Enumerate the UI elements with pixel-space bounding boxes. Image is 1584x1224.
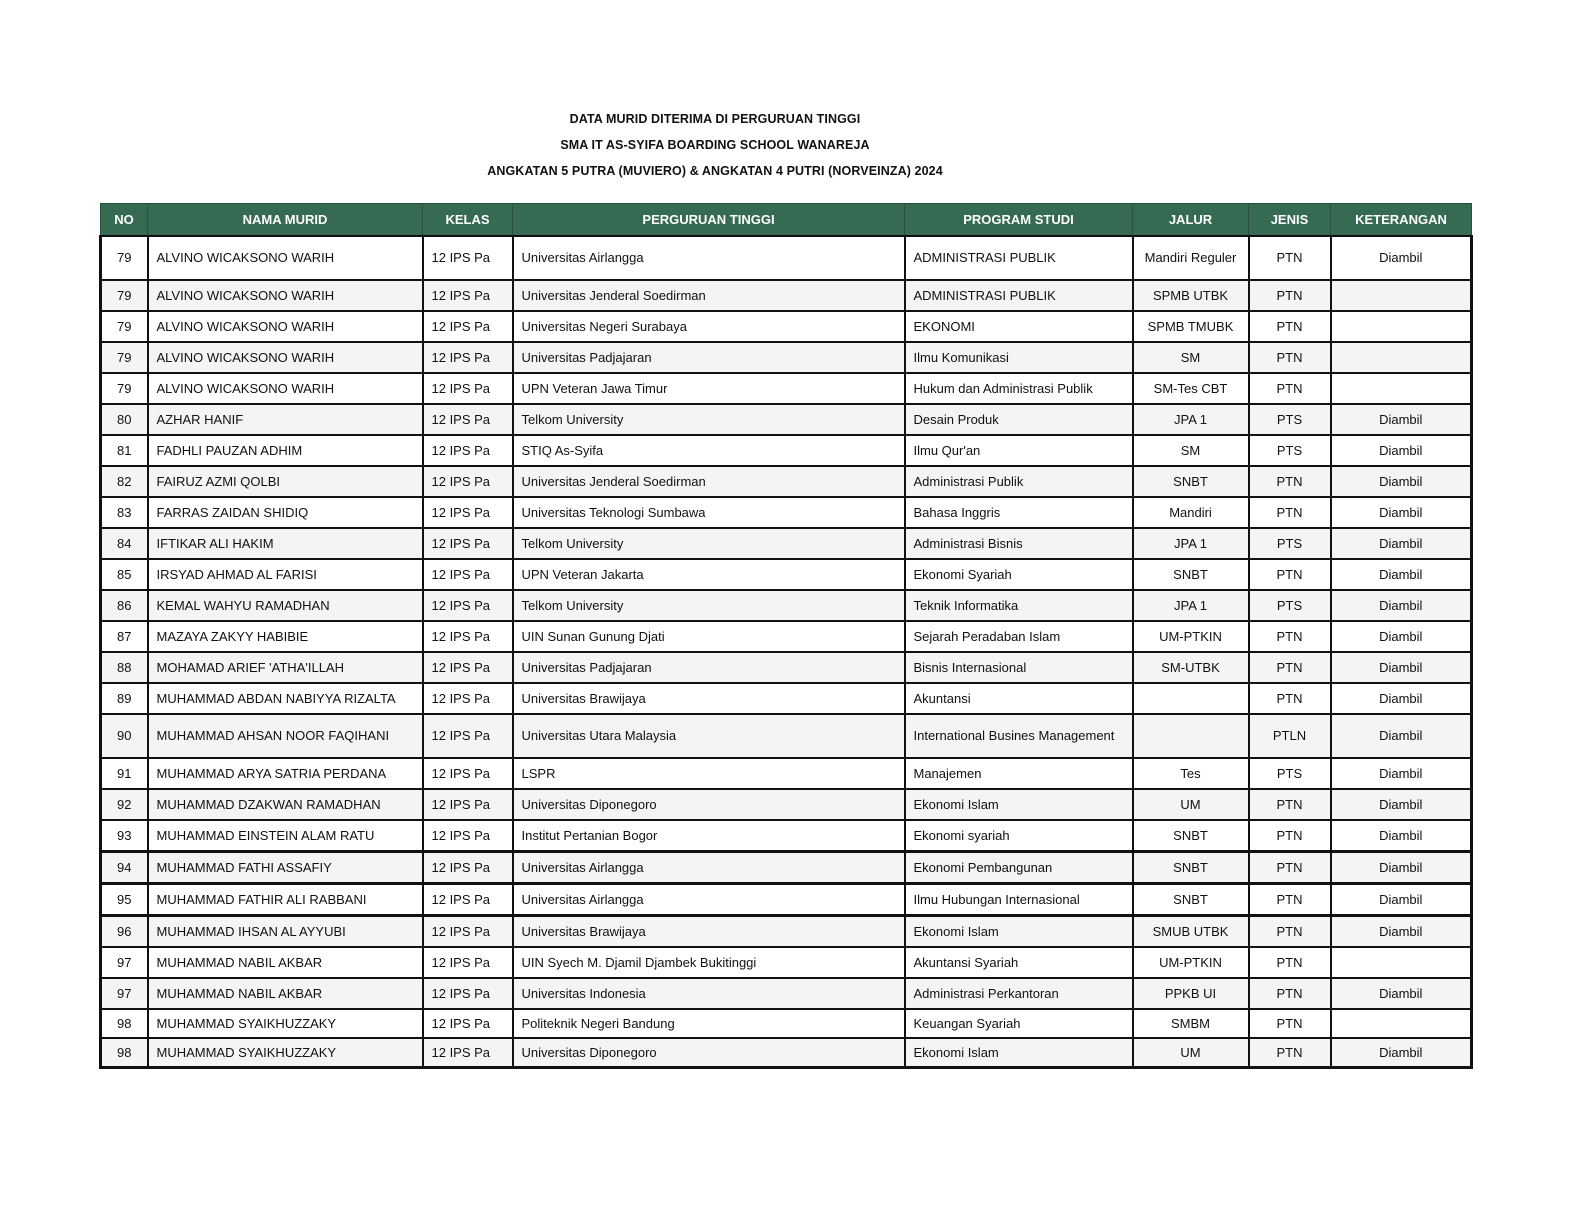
cell-program-studi: ADMINISTRASI PUBLIK bbox=[905, 236, 1133, 280]
cell-perguruan-tinggi: Universitas Airlangga bbox=[513, 884, 905, 916]
cell-nama: MUHAMMAD SYAIKHUZZAKY bbox=[148, 1038, 423, 1068]
table-row bbox=[101, 342, 1472, 373]
cell-jenis: PTN bbox=[1249, 1009, 1331, 1038]
table-row bbox=[101, 852, 1472, 884]
cell-jalur: JPA 1 bbox=[1133, 590, 1249, 621]
cell-jenis: PTN bbox=[1249, 559, 1331, 590]
cell-keterangan: Diambil bbox=[1331, 528, 1472, 559]
cell-no: 97 bbox=[101, 947, 148, 978]
cell-jalur: JPA 1 bbox=[1133, 404, 1249, 435]
cell-nama: MUHAMMAD IHSAN AL AYYUBI bbox=[148, 916, 423, 948]
cell-jenis: PTN bbox=[1249, 497, 1331, 528]
cell-perguruan-tinggi: Universitas Diponegoro bbox=[513, 1038, 905, 1068]
cell-keterangan: Diambil bbox=[1331, 758, 1472, 789]
cell-jalur: UM-PTKIN bbox=[1133, 947, 1249, 978]
cell-program-studi: Ekonomi Islam bbox=[905, 916, 1133, 948]
cell-jenis: PTN bbox=[1249, 652, 1331, 683]
cell-keterangan: Diambil bbox=[1331, 559, 1472, 590]
col-header-keterangan: KETERANGAN bbox=[1331, 204, 1472, 237]
cell-kelas: 12 IPS Pa bbox=[423, 621, 513, 652]
cell-no: 92 bbox=[101, 789, 148, 820]
cell-jenis: PTN bbox=[1249, 621, 1331, 652]
table-row bbox=[101, 236, 1472, 280]
cell-no: 93 bbox=[101, 820, 148, 852]
cell-jenis: PTN bbox=[1249, 342, 1331, 373]
col-header-kelas: KELAS bbox=[423, 204, 513, 237]
cell-perguruan-tinggi: LSPR bbox=[513, 758, 905, 789]
cell-nama: MUHAMMAD FATHIR ALI RABBANI bbox=[148, 884, 423, 916]
cell-kelas: 12 IPS Pa bbox=[423, 1009, 513, 1038]
cell-kelas: 12 IPS Pa bbox=[423, 559, 513, 590]
cell-jalur: SNBT bbox=[1133, 820, 1249, 852]
cell-perguruan-tinggi: UIN Syech M. Djamil Djambek Bukitinggi bbox=[513, 947, 905, 978]
cell-no: 79 bbox=[101, 342, 148, 373]
cell-keterangan: Diambil bbox=[1331, 978, 1472, 1009]
cell-perguruan-tinggi: Institut Pertanian Bogor bbox=[513, 820, 905, 852]
cell-jenis: PTN bbox=[1249, 852, 1331, 884]
cell-nama: MUHAMMAD NABIL AKBAR bbox=[148, 947, 423, 978]
col-header-nama: NAMA MURID bbox=[148, 204, 423, 237]
cell-jenis: PTS bbox=[1249, 435, 1331, 466]
table-row bbox=[101, 435, 1472, 466]
table-row bbox=[101, 789, 1472, 820]
col-header-jalur: JALUR bbox=[1133, 204, 1249, 237]
cell-keterangan: Diambil bbox=[1331, 621, 1472, 652]
cell-no: 90 bbox=[101, 714, 148, 758]
cell-kelas: 12 IPS Pa bbox=[423, 373, 513, 404]
table-row bbox=[101, 916, 1472, 948]
cell-jenis: PTN bbox=[1249, 466, 1331, 497]
cell-no: 89 bbox=[101, 683, 148, 714]
col-header-jenis: JENIS bbox=[1249, 204, 1331, 237]
cell-keterangan: Diambil bbox=[1331, 820, 1472, 852]
cell-program-studi: Manajemen bbox=[905, 758, 1133, 789]
cell-keterangan bbox=[1331, 280, 1472, 311]
title-line-1: DATA MURID DITERIMA DI PERGURUAN TINGGI bbox=[569, 112, 861, 126]
cell-jenis: PTS bbox=[1249, 528, 1331, 559]
cell-no: 86 bbox=[101, 590, 148, 621]
cell-program-studi: Administrasi Bisnis bbox=[905, 528, 1133, 559]
cell-kelas: 12 IPS Pa bbox=[423, 280, 513, 311]
cell-kelas: 12 IPS Pa bbox=[423, 683, 513, 714]
cell-program-studi: Akuntansi Syariah bbox=[905, 947, 1133, 978]
cell-no: 79 bbox=[101, 236, 148, 280]
cell-nama: MUHAMMAD SYAIKHUZZAKY bbox=[148, 1009, 423, 1038]
cell-perguruan-tinggi: Universitas Teknologi Sumbawa bbox=[513, 497, 905, 528]
cell-keterangan: Diambil bbox=[1331, 497, 1472, 528]
cell-kelas: 12 IPS Pa bbox=[423, 497, 513, 528]
cell-keterangan bbox=[1331, 947, 1472, 978]
cell-kelas: 12 IPS Pa bbox=[423, 852, 513, 884]
cell-perguruan-tinggi: Universitas Diponegoro bbox=[513, 789, 905, 820]
cell-jenis: PTN bbox=[1249, 947, 1331, 978]
cell-program-studi: Ekonomi syariah bbox=[905, 820, 1133, 852]
table-row bbox=[101, 373, 1472, 404]
cell-program-studi: ADMINISTRASI PUBLIK bbox=[905, 280, 1133, 311]
cell-kelas: 12 IPS Pa bbox=[423, 404, 513, 435]
cell-keterangan bbox=[1331, 373, 1472, 404]
table-row bbox=[101, 528, 1472, 559]
cell-kelas: 12 IPS Pa bbox=[423, 466, 513, 497]
table-row bbox=[101, 947, 1472, 978]
cell-no: 84 bbox=[101, 528, 148, 559]
cell-jalur: SNBT bbox=[1133, 852, 1249, 884]
cell-perguruan-tinggi: Universitas Jenderal Soedirman bbox=[513, 466, 905, 497]
cell-nama: IRSYAD AHMAD AL FARISI bbox=[148, 559, 423, 590]
table-row bbox=[101, 311, 1472, 342]
cell-jalur: SNBT bbox=[1133, 559, 1249, 590]
table-row bbox=[101, 978, 1472, 1009]
cell-nama: MUHAMMAD ABDAN NABIYYA RIZALTA bbox=[148, 683, 423, 714]
cell-perguruan-tinggi: Universitas Brawijaya bbox=[513, 916, 905, 948]
cell-jalur: SMBM bbox=[1133, 1009, 1249, 1038]
cell-keterangan bbox=[1331, 342, 1472, 373]
cell-perguruan-tinggi: Telkom University bbox=[513, 590, 905, 621]
cell-program-studi: Akuntansi bbox=[905, 683, 1133, 714]
cell-nama: ALVINO WICAKSONO WARIH bbox=[148, 236, 423, 280]
cell-kelas: 12 IPS Pa bbox=[423, 590, 513, 621]
cell-keterangan: Diambil bbox=[1331, 683, 1472, 714]
cell-no: 80 bbox=[101, 404, 148, 435]
cell-kelas: 12 IPS Pa bbox=[423, 311, 513, 342]
cell-perguruan-tinggi: Telkom University bbox=[513, 528, 905, 559]
cell-jalur: PPKB UI bbox=[1133, 978, 1249, 1009]
table-row bbox=[101, 1038, 1472, 1068]
cell-keterangan: Diambil bbox=[1331, 652, 1472, 683]
cell-jalur: SPMB TMUBK bbox=[1133, 311, 1249, 342]
cell-jalur: Mandiri bbox=[1133, 497, 1249, 528]
admissions-table bbox=[99, 203, 1473, 1069]
cell-jalur: UM bbox=[1133, 1038, 1249, 1068]
cell-jenis: PTN bbox=[1249, 1038, 1331, 1068]
cell-nama: MUHAMMAD ARYA SATRIA PERDANA bbox=[148, 758, 423, 789]
cell-perguruan-tinggi: Universitas Airlangga bbox=[513, 852, 905, 884]
cell-keterangan: Diambil bbox=[1331, 466, 1472, 497]
cell-nama: MOHAMAD ARIEF 'ATHA'ILLAH bbox=[148, 652, 423, 683]
cell-nama: MUHAMMAD DZAKWAN RAMADHAN bbox=[148, 789, 423, 820]
cell-no: 79 bbox=[101, 373, 148, 404]
cell-perguruan-tinggi: Politeknik Negeri Bandung bbox=[513, 1009, 905, 1038]
cell-jenis: PTS bbox=[1249, 590, 1331, 621]
cell-keterangan: Diambil bbox=[1331, 884, 1472, 916]
cell-keterangan: Diambil bbox=[1331, 435, 1472, 466]
cell-program-studi: Ilmu Komunikasi bbox=[905, 342, 1133, 373]
cell-jenis: PTS bbox=[1249, 404, 1331, 435]
cell-nama: ALVINO WICAKSONO WARIH bbox=[148, 280, 423, 311]
cell-jalur bbox=[1133, 683, 1249, 714]
cell-perguruan-tinggi: STIQ As-Syifa bbox=[513, 435, 905, 466]
table-row bbox=[101, 652, 1472, 683]
table-header-row bbox=[101, 204, 1472, 237]
cell-program-studi: Ekonomi Pembangunan bbox=[905, 852, 1133, 884]
cell-jenis: PTN bbox=[1249, 820, 1331, 852]
cell-keterangan: Diambil bbox=[1331, 236, 1472, 280]
cell-nama: ALVINO WICAKSONO WARIH bbox=[148, 342, 423, 373]
cell-nama: MUHAMMAD AHSAN NOOR FAQIHANI bbox=[148, 714, 423, 758]
cell-nama: FAIRUZ AZMI QOLBI bbox=[148, 466, 423, 497]
cell-keterangan: Diambil bbox=[1331, 852, 1472, 884]
cell-no: 81 bbox=[101, 435, 148, 466]
cell-jalur bbox=[1133, 714, 1249, 758]
cell-kelas: 12 IPS Pa bbox=[423, 884, 513, 916]
cell-kelas: 12 IPS Pa bbox=[423, 978, 513, 1009]
table-row bbox=[101, 404, 1472, 435]
cell-keterangan: Diambil bbox=[1331, 714, 1472, 758]
cell-kelas: 12 IPS Pa bbox=[423, 916, 513, 948]
cell-keterangan: Diambil bbox=[1331, 404, 1472, 435]
cell-jalur: UM-PTKIN bbox=[1133, 621, 1249, 652]
cell-perguruan-tinggi: UPN Veteran Jakarta bbox=[513, 559, 905, 590]
table-row bbox=[101, 621, 1472, 652]
cell-perguruan-tinggi: Universitas Indonesia bbox=[513, 978, 905, 1009]
cell-jenis: PTN bbox=[1249, 280, 1331, 311]
cell-jenis: PTN bbox=[1249, 683, 1331, 714]
cell-jalur: Mandiri Reguler bbox=[1133, 236, 1249, 280]
cell-keterangan: Diambil bbox=[1331, 916, 1472, 948]
cell-jenis: PTN bbox=[1249, 236, 1331, 280]
cell-jenis: PTLN bbox=[1249, 714, 1331, 758]
cell-jalur: SPMB UTBK bbox=[1133, 280, 1249, 311]
cell-perguruan-tinggi: UIN Sunan Gunung Djati bbox=[513, 621, 905, 652]
cell-no: 88 bbox=[101, 652, 148, 683]
col-header-perguruan-tinggi: PERGURUAN TINGGI bbox=[513, 204, 905, 237]
col-header-program-studi: PROGRAM STUDI bbox=[905, 204, 1133, 237]
document-title-block bbox=[0, 108, 1430, 186]
cell-no: 87 bbox=[101, 621, 148, 652]
cell-jenis: PTN bbox=[1249, 789, 1331, 820]
cell-nama: MAZAYA ZAKYY HABIBIE bbox=[148, 621, 423, 652]
cell-no: 94 bbox=[101, 852, 148, 884]
cell-kelas: 12 IPS Pa bbox=[423, 342, 513, 373]
table-row bbox=[101, 820, 1472, 852]
cell-program-studi: Hukum dan Administrasi Publik bbox=[905, 373, 1133, 404]
cell-jalur: SM-UTBK bbox=[1133, 652, 1249, 683]
cell-keterangan: Diambil bbox=[1331, 590, 1472, 621]
title-line-2: SMA IT AS-SYIFA BOARDING SCHOOL WANAREJA bbox=[560, 138, 870, 152]
cell-jalur: SM bbox=[1133, 435, 1249, 466]
cell-perguruan-tinggi: Universitas Negeri Surabaya bbox=[513, 311, 905, 342]
cell-program-studi: Bahasa Inggris bbox=[905, 497, 1133, 528]
cell-perguruan-tinggi: Universitas Utara Malaysia bbox=[513, 714, 905, 758]
cell-program-studi: Teknik Informatika bbox=[905, 590, 1133, 621]
cell-kelas: 12 IPS Pa bbox=[423, 714, 513, 758]
cell-kelas: 12 IPS Pa bbox=[423, 435, 513, 466]
cell-jenis: PTN bbox=[1249, 978, 1331, 1009]
cell-jalur: UM bbox=[1133, 789, 1249, 820]
table-row bbox=[101, 1009, 1472, 1038]
cell-jalur: SM bbox=[1133, 342, 1249, 373]
cell-nama: ALVINO WICAKSONO WARIH bbox=[148, 311, 423, 342]
cell-program-studi: Ilmu Qur'an bbox=[905, 435, 1133, 466]
cell-perguruan-tinggi: Universitas Brawijaya bbox=[513, 683, 905, 714]
cell-no: 96 bbox=[101, 916, 148, 948]
cell-program-studi: Ekonomi Syariah bbox=[905, 559, 1133, 590]
cell-kelas: 12 IPS Pa bbox=[423, 789, 513, 820]
cell-kelas: 12 IPS Pa bbox=[423, 947, 513, 978]
cell-perguruan-tinggi: UPN Veteran Jawa Timur bbox=[513, 373, 905, 404]
cell-jenis: PTN bbox=[1249, 884, 1331, 916]
cell-perguruan-tinggi: Telkom University bbox=[513, 404, 905, 435]
cell-jalur: SMUB UTBK bbox=[1133, 916, 1249, 948]
cell-no: 98 bbox=[101, 1009, 148, 1038]
cell-no: 98 bbox=[101, 1038, 148, 1068]
cell-kelas: 12 IPS Pa bbox=[423, 528, 513, 559]
cell-kelas: 12 IPS Pa bbox=[423, 758, 513, 789]
cell-no: 91 bbox=[101, 758, 148, 789]
cell-kelas: 12 IPS Pa bbox=[423, 652, 513, 683]
cell-perguruan-tinggi: Universitas Jenderal Soedirman bbox=[513, 280, 905, 311]
cell-program-studi: Administrasi Perkantoran bbox=[905, 978, 1133, 1009]
cell-nama: KEMAL WAHYU RAMADHAN bbox=[148, 590, 423, 621]
cell-keterangan bbox=[1331, 311, 1472, 342]
cell-nama: ALVINO WICAKSONO WARIH bbox=[148, 373, 423, 404]
cell-jalur: SNBT bbox=[1133, 884, 1249, 916]
cell-program-studi: Ekonomi Islam bbox=[905, 1038, 1133, 1068]
cell-nama: MUHAMMAD FATHI ASSAFIY bbox=[148, 852, 423, 884]
table-row bbox=[101, 590, 1472, 621]
cell-jalur: JPA 1 bbox=[1133, 528, 1249, 559]
cell-program-studi: EKONOMI bbox=[905, 311, 1133, 342]
table-row bbox=[101, 466, 1472, 497]
cell-no: 82 bbox=[101, 466, 148, 497]
cell-nama: IFTIKAR ALI HAKIM bbox=[148, 528, 423, 559]
cell-jenis: PTS bbox=[1249, 758, 1331, 789]
cell-program-studi: Keuangan Syariah bbox=[905, 1009, 1133, 1038]
cell-program-studi: Sejarah Peradaban Islam bbox=[905, 621, 1133, 652]
cell-program-studi: Administrasi Publik bbox=[905, 466, 1133, 497]
cell-kelas: 12 IPS Pa bbox=[423, 820, 513, 852]
table-row bbox=[101, 884, 1472, 916]
table-row bbox=[101, 714, 1472, 758]
table-row bbox=[101, 758, 1472, 789]
cell-program-studi: Desain Produk bbox=[905, 404, 1133, 435]
cell-jalur: SM-Tes CBT bbox=[1133, 373, 1249, 404]
cell-perguruan-tinggi: Universitas Padjajaran bbox=[513, 342, 905, 373]
cell-keterangan bbox=[1331, 1009, 1472, 1038]
cell-no: 79 bbox=[101, 311, 148, 342]
title-line-3: ANGKATAN 5 PUTRA (MUVIERO) & ANGKATAN 4 PUTRI (NORVEINZA) 2024 bbox=[487, 164, 943, 178]
cell-jenis: PTN bbox=[1249, 311, 1331, 342]
cell-no: 83 bbox=[101, 497, 148, 528]
table-row bbox=[101, 497, 1472, 528]
cell-nama: AZHAR HANIF bbox=[148, 404, 423, 435]
cell-jenis: PTN bbox=[1249, 373, 1331, 404]
cell-no: 79 bbox=[101, 280, 148, 311]
col-header-no: NO bbox=[101, 204, 148, 237]
cell-perguruan-tinggi: Universitas Padjajaran bbox=[513, 652, 905, 683]
cell-program-studi: Ilmu Hubungan Internasional bbox=[905, 884, 1133, 916]
table-row bbox=[101, 280, 1472, 311]
cell-no: 95 bbox=[101, 884, 148, 916]
cell-nama: FARRAS ZAIDAN SHIDIQ bbox=[148, 497, 423, 528]
cell-no: 97 bbox=[101, 978, 148, 1009]
cell-keterangan: Diambil bbox=[1331, 789, 1472, 820]
cell-program-studi: Bisnis Internasional bbox=[905, 652, 1133, 683]
cell-nama: MUHAMMAD NABIL AKBAR bbox=[148, 978, 423, 1009]
cell-perguruan-tinggi: Universitas Airlangga bbox=[513, 236, 905, 280]
cell-nama: FADHLI PAUZAN ADHIM bbox=[148, 435, 423, 466]
cell-jalur: Tes bbox=[1133, 758, 1249, 789]
cell-program-studi: Ekonomi Islam bbox=[905, 789, 1133, 820]
table-row bbox=[101, 683, 1472, 714]
cell-program-studi: International Busines Management bbox=[905, 714, 1133, 758]
cell-no: 85 bbox=[101, 559, 148, 590]
table-row bbox=[101, 559, 1472, 590]
cell-jalur: SNBT bbox=[1133, 466, 1249, 497]
cell-keterangan: Diambil bbox=[1331, 1038, 1472, 1068]
cell-jenis: PTN bbox=[1249, 916, 1331, 948]
cell-nama: MUHAMMAD EINSTEIN ALAM RATU bbox=[148, 820, 423, 852]
cell-kelas: 12 IPS Pa bbox=[423, 1038, 513, 1068]
cell-kelas: 12 IPS Pa bbox=[423, 236, 513, 280]
